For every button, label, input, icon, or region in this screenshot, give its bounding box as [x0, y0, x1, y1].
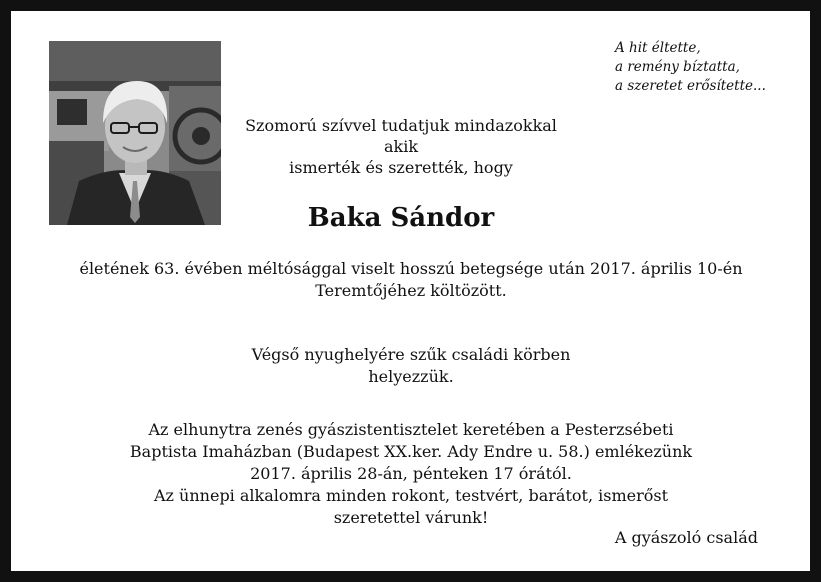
memorial-line: szeretettel várunk! [333, 508, 489, 527]
portrait-photo [49, 41, 221, 225]
deceased-name: Baka Sándor [307, 203, 495, 233]
burial-line: Végső nyughelyére szűk családi körben [251, 345, 571, 364]
passing-line: életének 63. évében méltósággal viselt hosszú betegsége után 2017. április 10-én [79, 259, 743, 278]
intro-line: ismerték és szerették, hogy [289, 158, 513, 177]
motto-line: a remény bíztatta, [615, 59, 740, 75]
motto-line: A hit éltette, [615, 40, 701, 56]
motto-quote [615, 39, 815, 96]
passing-line: Teremtőjéhez költözött. [315, 281, 507, 300]
memorial-line: 2017. április 28-án, pénteken 17 órától. [250, 464, 572, 483]
passing-announcement [51, 258, 771, 302]
intro-text [231, 115, 571, 178]
motto-line: a szeretet erősítette... [615, 78, 766, 94]
intro-line: akik [383, 137, 419, 156]
family-signature: A gyászoló család [614, 528, 758, 547]
burial-line: helyezzük. [368, 367, 454, 386]
memorial-service-notice [51, 419, 771, 529]
memorial-line: Az elhunytra zenés gyászistentisztelet keretében a Pesterzsébeti [148, 420, 674, 439]
burial-notice [51, 344, 771, 388]
memorial-line: Az ünnepi alkalomra minden rokont, testvért, barátot, ismerőst [153, 486, 668, 505]
memorial-line: Baptista Imaházban (Budapest XX.ker. Ady Endre u. 58.) emlékezünk [129, 442, 693, 461]
intro-line: Szomorú szívvel tudatjuk mindazokkal [245, 116, 557, 135]
